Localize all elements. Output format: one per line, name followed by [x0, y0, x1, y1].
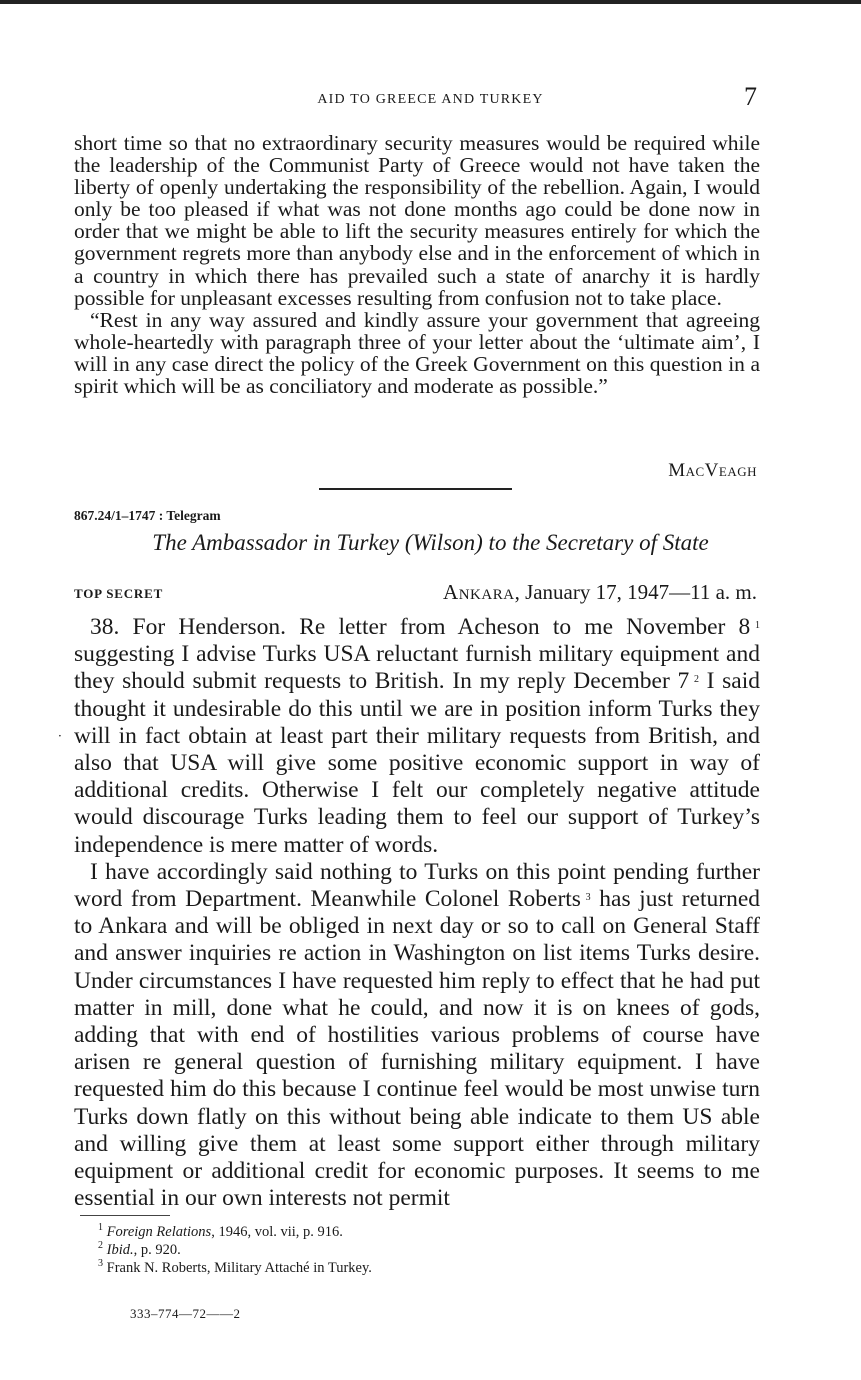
document-id: 867.24/1–1747 : Telegram — [74, 508, 221, 523]
continuation-paragraph: short time so that no extraordinary security measures would be required while the leadership of the Communist Party of Greece would not have taken the liberty of openly undertaking the responsibility of the rebellion. Again, I would only be too pleased if what was not done months ago could be done now in order that we might be able to lift the security measures entirely for which the government regrets more than anybody else and in the enforcement of which in a country in which there has prevailed such a state of anarchy it is hardly possible for unpleasant excesses resulting from confusion not to take place. — [74, 131, 760, 310]
footnote-ref-2: 2 — [693, 674, 699, 686]
running-title: AID TO GREECE AND TURKEY — [317, 92, 544, 107]
document-heading: The Ambassador in Turkey (Wilson) to the Secretary of State — [152, 530, 709, 555]
page-number: 7 — [744, 82, 757, 111]
footnote-ref-3: 3 — [585, 892, 591, 904]
footnote-ref-1: 1 — [755, 620, 760, 631]
footnote-3: $^3$ Frank N. Roberts, Military Attaché in Turkey. — [98, 1258, 372, 1276]
dateline — [443, 580, 757, 605]
running-head — [0, 82, 861, 114]
footnote-2: $^2$ Ibid., p. 920. — [98, 1240, 181, 1258]
print-code: 333–774—72——2 — [130, 1306, 241, 1321]
body-paragraph: I have accordingly said nothing to Turks on this point pending further word from Department. Meanwhile Colonel Roberts $^3$ has just returned to Ankara and will be obliged in next day or so to call on General Staff and answer inquiries re action in Washington on list items Turks desire. Under circumstances I have requested him reply to effect that he had put matter in mill, done what he could, and now it is on knees of gods, adding that with end of hostilities various problems of course have arisen re general question of furnishing military equipment. I have requested him do this because I continue feel would be most unwise turn Turks down flatly on this without being able indicate to them US able and willing give them at least some support either through military equipment or additional credit for economic purposes. It seems to me essential in our own interests not permit — [74, 858, 760, 1212]
classification-label: TOP SECRET — [74, 586, 164, 601]
telegram-body — [74, 614, 760, 1212]
signature: MacVeagh — [668, 460, 757, 481]
footnote-1: $^1$ Foreign Relations, 1946, vol. vii, p. 916. — [98, 1222, 343, 1240]
margin-mark: · — [58, 729, 62, 743]
continuation-text — [74, 132, 760, 397]
footnote-rule — [80, 1215, 170, 1216]
quoted-paragraph: “Rest in any way assured and kindly assure your government that agreeing whole-heartedly with paragraph three of your letter about the ‘ultimate aim’, I will in any case direct the policy of the Greek Government on this question in a spirit which will be as conciliatory and moderate as possible.” — [74, 307, 760, 399]
dateline-date: , January 17, 1947—11 a. m. — [514, 580, 757, 604]
body-paragraph: 38. For Henderson. Re letter from Acheson to me November 8 $^1$ suggesting I advise Turks USA reluctant furnish military equipment and they should submit requests to British. In my reply December 7 $^2$ I said thought it undesirable do this until we are in position inform Turks they will in fact obtain at least part their military requests from British, and also that USA will give some positive economic support in way of additional credits. Otherwise I felt our completely negative attitude would discourage Turks leading them to feel our support of Turkey’s independence is mere matter of words. — [74, 614, 760, 858]
dateline-place: Ankara — [443, 580, 515, 604]
top-border-rule — [0, 0, 861, 4]
section-divider — [319, 488, 512, 490]
